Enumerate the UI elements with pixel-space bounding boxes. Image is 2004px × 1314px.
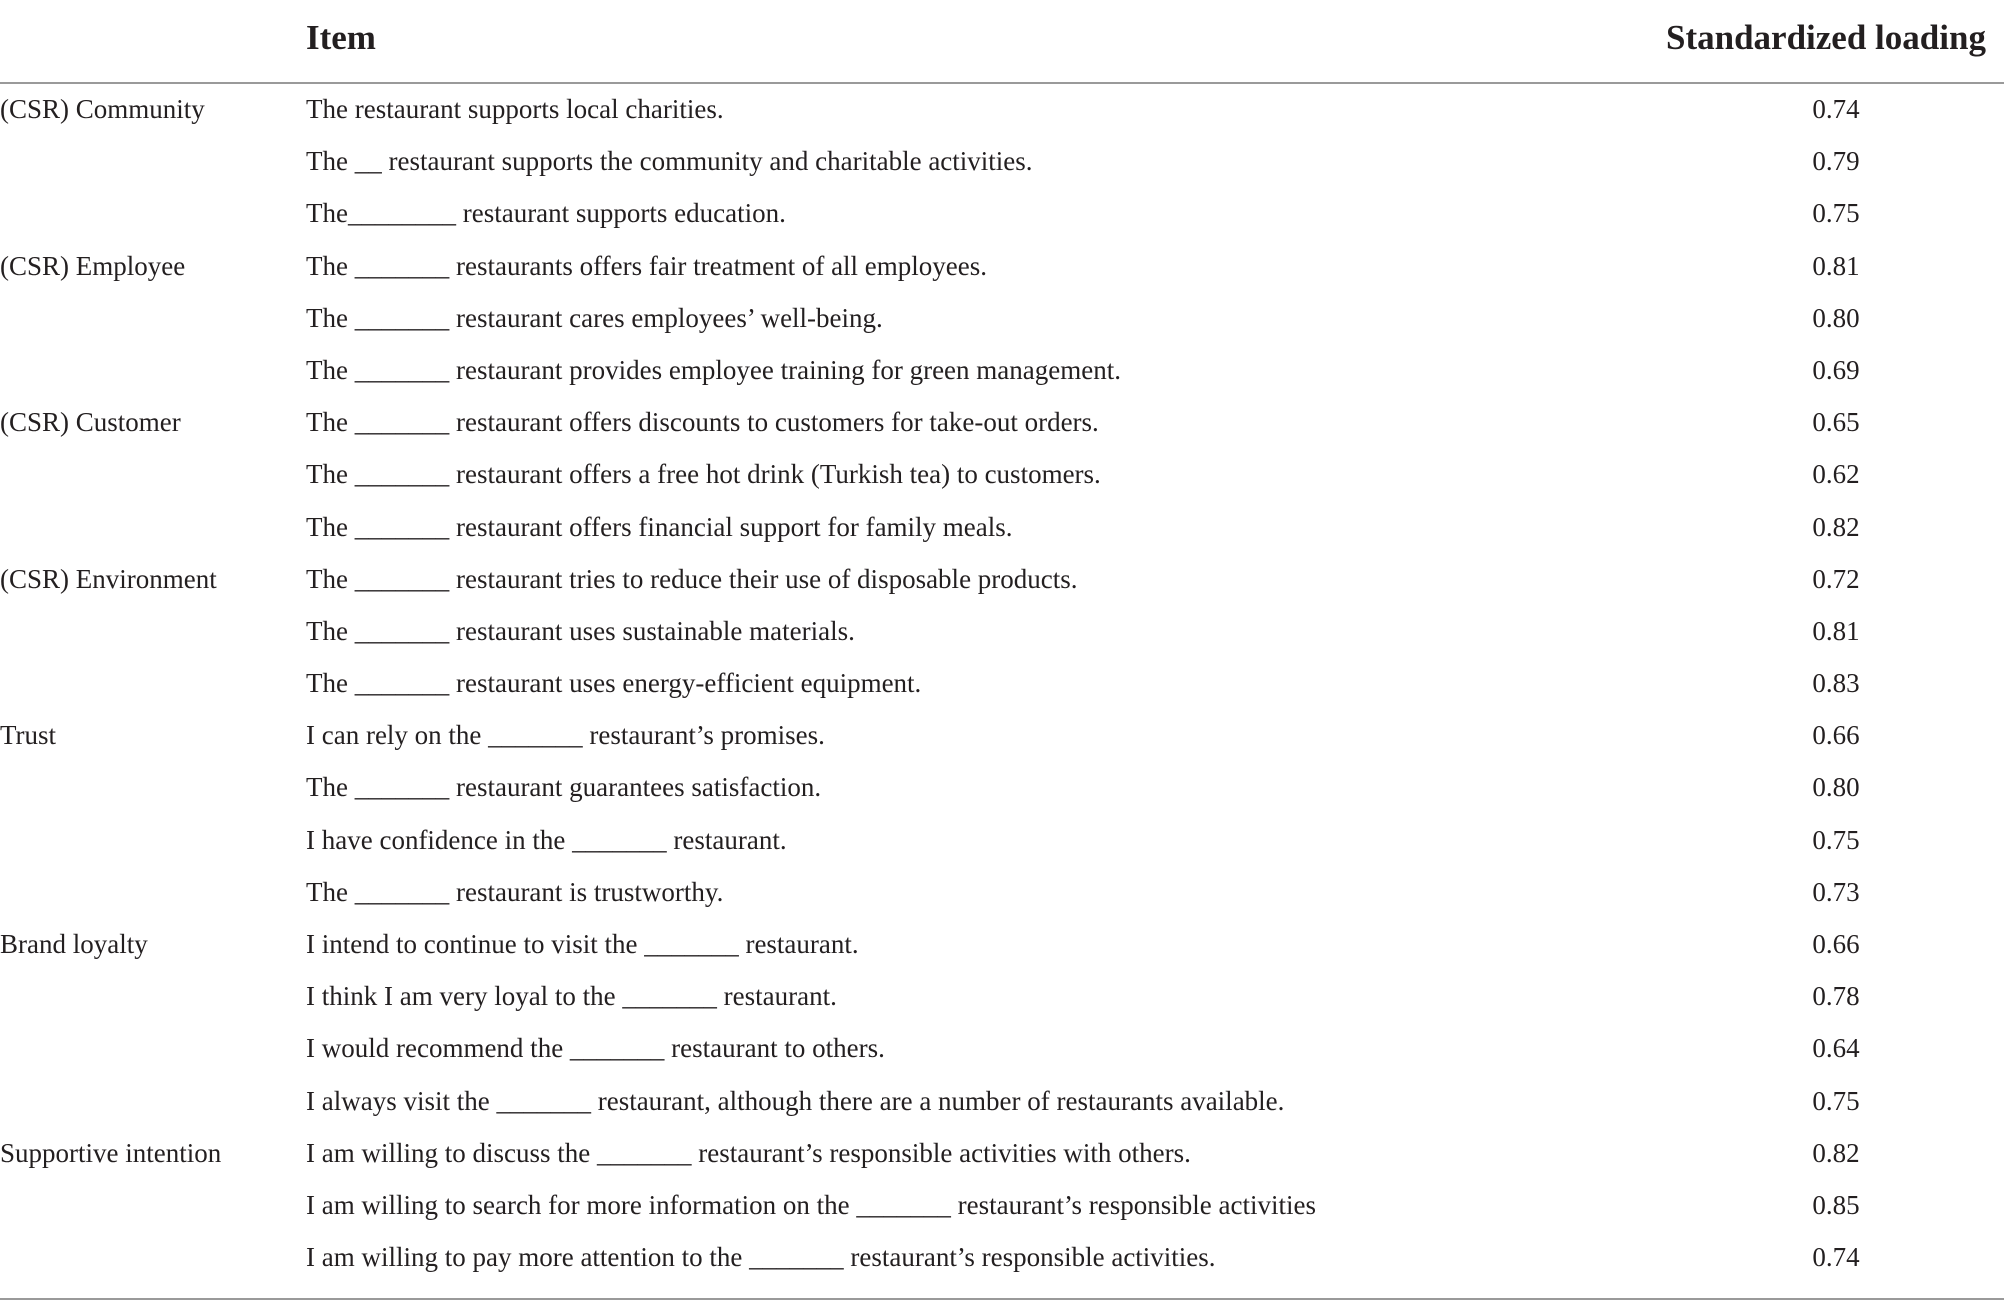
- table-body: [0, 84, 2004, 1284]
- row-item-text: I intend to continue to visit the _______ restaurant.: [306, 929, 859, 959]
- table-row: [0, 867, 2004, 919]
- table-row: [0, 293, 2004, 345]
- row-item-text: The _______ restaurant offers discounts to customers for take-out orders.: [306, 407, 1099, 438]
- row-loading-value: 0.65: [1812, 407, 1860, 438]
- table-row: [0, 815, 2004, 867]
- row-item-text: The restaurant supports local charities.: [306, 94, 724, 124]
- row-loading-value: 0.82: [1812, 511, 1860, 542]
- row-category: (CSR) Environment: [0, 563, 217, 594]
- row-item-text: I think I am very loyal to the _______ restaurant.: [306, 981, 837, 1012]
- row-item-text: I would recommend the _______ restaurant to others.: [306, 1033, 885, 1064]
- table-row: [0, 449, 2004, 501]
- table-header: [0, 0, 2004, 84]
- row-loading-value: 0.82: [1812, 1137, 1860, 1168]
- row-item-text: The _______ restaurant offers a free hot drink (Turkish tea) to customers.: [306, 459, 1101, 490]
- row-loading-value: 0.69: [1812, 354, 1860, 385]
- table-row: [0, 919, 2004, 971]
- row-loading-value: 0.85: [1812, 1189, 1860, 1220]
- row-item-text: The________ restaurant supports education.: [306, 198, 786, 229]
- table-row: [0, 554, 2004, 606]
- row-item-text: The _______ restaurant uses sustainable materials.: [306, 615, 855, 646]
- row-loading-value: 0.64: [1812, 1033, 1860, 1064]
- table-row: [0, 1128, 2004, 1180]
- row-item-text: The _______ restaurants offers fair treatment of all employees.: [306, 250, 988, 281]
- row-loading-value: 0.62: [1812, 459, 1860, 490]
- row-loading-value: 0.66: [1812, 929, 1860, 959]
- table-row: [0, 397, 2004, 449]
- table-row: [0, 606, 2004, 658]
- row-category: (CSR) Customer: [0, 407, 181, 438]
- column-header-item: Item: [306, 18, 376, 57]
- row-loading-value: 0.83: [1812, 668, 1860, 699]
- row-loading-value: 0.79: [1812, 146, 1860, 177]
- row-item-text: The _______ restaurant is trustworthy.: [306, 876, 724, 907]
- row-loading-value: 0.74: [1812, 1242, 1860, 1273]
- row-loading-value: 0.75: [1812, 824, 1860, 855]
- row-item-text: The _______ restaurant tries to reduce their use of disposable products.: [306, 563, 1078, 594]
- row-category: (CSR) Community: [0, 94, 205, 124]
- row-loading-value: 0.75: [1812, 1085, 1860, 1116]
- table-row: [0, 1180, 2004, 1232]
- column-header-loading: Standardized loading: [1666, 18, 1986, 57]
- table-row: [0, 241, 2004, 293]
- row-loading-value: 0.80: [1812, 302, 1860, 333]
- row-item-text: The _______ restaurant offers financial support for family meals.: [306, 511, 1013, 542]
- row-item-text: The _______ restaurant uses energy-efficient equipment.: [306, 668, 922, 699]
- row-loading-value: 0.72: [1812, 563, 1860, 594]
- row-item-text: I am willing to discuss the _______ restaurant’s responsible activities with others.: [306, 1137, 1191, 1168]
- bottom-rule: [0, 1298, 2004, 1300]
- row-item-text: The _______ restaurant cares employees’ well-being.: [306, 302, 883, 333]
- table-row: [0, 1076, 2004, 1128]
- row-loading-value: 0.74: [1812, 94, 1860, 124]
- row-loading-value: 0.81: [1812, 615, 1860, 646]
- row-item-text: I have confidence in the _______ restaurant.: [306, 824, 787, 855]
- row-category: (CSR) Employee: [0, 250, 186, 281]
- row-item-text: I am willing to pay more attention to the _______ restaurant’s responsible activities.: [306, 1242, 1216, 1273]
- row-loading-value: 0.81: [1812, 250, 1860, 281]
- row-item-text: The _______ restaurant guarantees satisfaction.: [306, 772, 822, 803]
- row-category: Trust: [0, 720, 57, 751]
- row-loading-value: 0.80: [1812, 772, 1860, 803]
- table-row: [0, 188, 2004, 240]
- table-row: [0, 658, 2004, 710]
- table-row: [0, 1232, 2004, 1284]
- table-row: [0, 136, 2004, 188]
- row-loading-value: 0.75: [1812, 198, 1860, 229]
- row-category: Supportive intention: [0, 1137, 222, 1168]
- row-item-text: The __ restaurant supports the community and charitable activities.: [306, 146, 1033, 177]
- table-row: [0, 84, 2004, 136]
- row-category: Brand loyalty: [0, 929, 148, 959]
- row-loading-value: 0.78: [1812, 981, 1860, 1012]
- table-row: [0, 345, 2004, 397]
- table-row: [0, 710, 2004, 762]
- table-row: [0, 971, 2004, 1023]
- row-loading-value: 0.66: [1812, 720, 1860, 751]
- row-item-text: I can rely on the _______ restaurant’s promises.: [306, 720, 825, 751]
- row-item-text: I am willing to search for more information on the _______ restaurant’s responsible activities: [306, 1189, 1316, 1220]
- table-row: [0, 502, 2004, 554]
- row-loading-value: 0.73: [1812, 876, 1860, 907]
- table-row: [0, 1023, 2004, 1075]
- table-row: [0, 762, 2004, 814]
- row-item-text: The _______ restaurant provides employee training for green management.: [306, 354, 1121, 385]
- row-item-text: I always visit the _______ restaurant, although there are a number of restaurants available.: [306, 1085, 1285, 1116]
